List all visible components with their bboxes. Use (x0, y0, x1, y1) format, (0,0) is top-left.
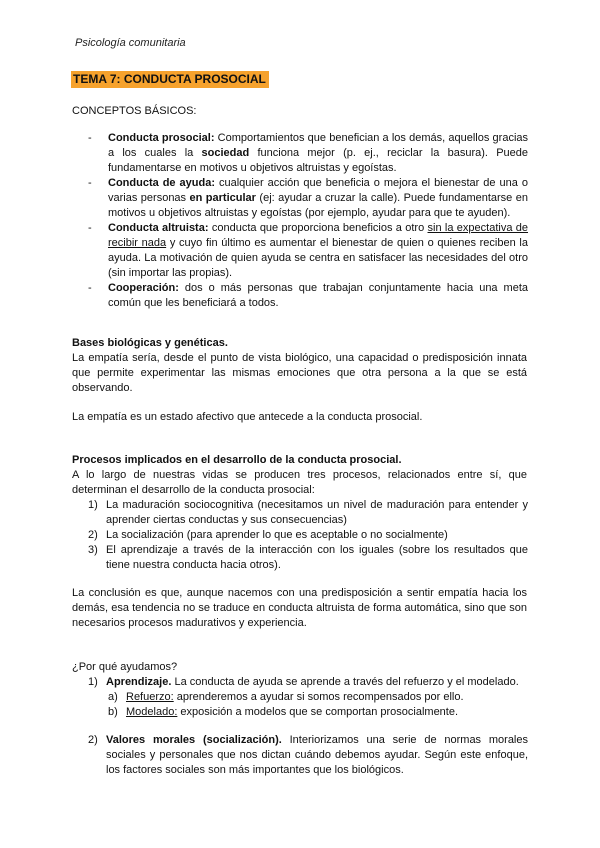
list-item (88, 733, 528, 778)
list-item (88, 543, 528, 573)
item-term: Aprendizaje. (106, 676, 172, 688)
list-item (88, 176, 528, 221)
concept-text: (ej: ayudar a cruzar la calle). Puede fundamentarse en motivos u objetivos altruistas y egoístas (por ejemplo, ayudar para que te ayuden). (108, 192, 528, 219)
concept-term: Conducta prosocial: (108, 132, 215, 144)
section-heading-bases: Bases biológicas y genéticas. (72, 337, 228, 349)
concept-term: Cooperación: (108, 282, 179, 294)
concept-text: funciona mejor (p. ej., reciclar la basura). Puede fundamentarse en motivos u objetivos altruistas y egoístas. (108, 147, 529, 174)
list-item-text: La maduración sociocognitiva (necesitamos un nivel de maduración para entender y aprender ciertas conductas y sus consecuencias) (106, 499, 528, 526)
sub-text: exposición a modelos que se comportan prosocialmente. (177, 706, 459, 718)
list-dash: - (88, 222, 92, 234)
list-item (88, 498, 528, 528)
concepts-list (88, 131, 528, 311)
concept-text: Comportamientos que benefician a los demás, aquellos gracias a los cuales la (108, 132, 529, 159)
list-number: 2) (88, 734, 98, 746)
list-item (88, 221, 528, 281)
list-item (88, 528, 528, 543)
page-header: Psicología comunitaria (75, 37, 186, 49)
list-number: 1) (88, 499, 98, 511)
ayudamos-item-1 (88, 675, 528, 720)
section-heading-procesos: Procesos implicados en el desarrollo de la conducta prosocial. (72, 454, 402, 466)
procesos-list (88, 498, 528, 573)
sub-letter: b) (108, 706, 118, 718)
item-term: Valores morales (socialización). (106, 734, 282, 746)
concept-emphasis: sociedad (201, 147, 250, 159)
item-text: Interiorizamos una serie de normas morales sociales y personales que nos dictan cuándo debemos ayudar. Según este enfoque, los factores sociales son más importantes que los biológicos. (106, 734, 528, 776)
sub-text: aprenderemos a ayudar si somos recompensados por ello. (173, 691, 464, 703)
concept-term: Conducta de ayuda: (108, 177, 215, 189)
sub-term: Refuerzo: (126, 691, 174, 703)
concept-text: dos o más personas que trabajan conjuntamente hacia una meta común que les beneficiará a todos. (108, 282, 528, 309)
list-item (88, 281, 528, 311)
concepts-heading: CONCEPTOS BÁSICOS: (72, 105, 197, 117)
sub-letter: a) (108, 691, 118, 703)
list-item-text: La socialización (para aprender lo que es aceptable o no socialmente) (106, 529, 448, 541)
concept-emphasis: en particular (189, 192, 256, 204)
list-dash: - (88, 177, 92, 189)
list-item-text: El aprendizaje a través de la interacción con los iguales (sobre los resultados que tiene nuestra conducta hacia otros). (106, 544, 528, 571)
sub-item (108, 690, 528, 705)
procesos-intro: A lo largo de nuestras vidas se producen tres procesos, relacionados entre sí, que determinan el desarrollo de la conducta prosocial: (72, 469, 527, 496)
concept-underlined: sin la expectativa de recibir nada (108, 222, 529, 249)
list-dash: - (88, 282, 92, 294)
concept-text: cualquier acción que beneficia o mejora el bienestar de una o varias personas (108, 177, 528, 204)
bases-paragraph-1: La empatía sería, desde el punto de vista biológico, una capacidad o predisposición innata que permite experimentar las mismas emociones que otra persona a la que se está observando. (72, 352, 527, 394)
list-number: 1) (88, 676, 98, 688)
procesos-conclusion: La conclusión es que, aunque nacemos con una predisposición a sentir empatía hacia los demás, esa tendencia no se traduce en conducta altruista de forma automática, sino que son necesarios procesos madurativos y experiencia. (72, 587, 527, 629)
concept-text: y cuyo fin último es aumentar el bienestar de quien o quienes reciben la ayuda. La motivación de quien ayuda se centra en satisfacer las necesidades del otro (sin importar las propias). (108, 237, 528, 279)
list-number: 3) (88, 544, 98, 556)
ayudamos-item-2 (88, 733, 528, 778)
list-item (88, 675, 528, 690)
ayudamos-question: ¿Por qué ayudamos? (72, 661, 178, 673)
bases-paragraph-2: La empatía es un estado afectivo que antecede a la conducta prosocial. (72, 411, 423, 423)
list-dash: - (88, 132, 92, 144)
item-text: La conducta de ayuda se aprende a través del refuerzo y el modelado. (171, 676, 519, 688)
list-item (88, 131, 528, 176)
sub-item (108, 705, 528, 720)
concept-term: Conducta altruista: (108, 222, 209, 234)
sub-term: Modelado: (126, 706, 178, 718)
concept-text: conducta que proporciona beneficios a otro (208, 222, 428, 234)
list-number: 2) (88, 529, 98, 541)
page-title: TEMA 7: CONDUCTA PROSOCIAL (71, 71, 269, 88)
